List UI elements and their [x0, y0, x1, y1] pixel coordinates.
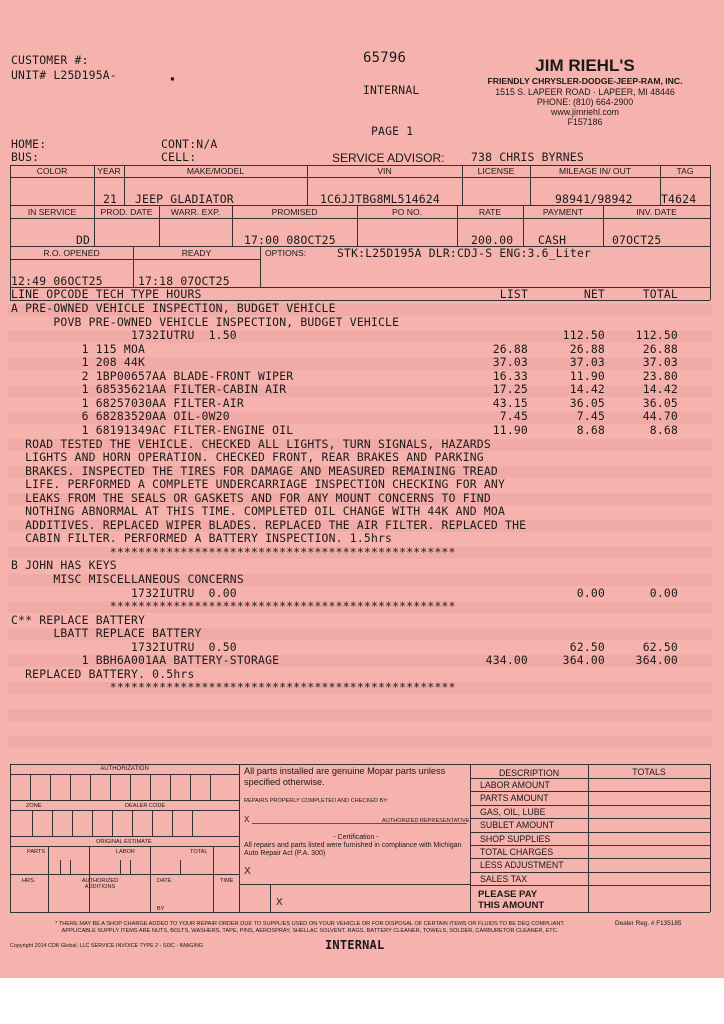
dealer-line1: FRIENDLY CHRYSLER-DODGE-JEEP-RAM, INC. [487, 76, 683, 86]
contact-value: CONT:N/A [161, 137, 218, 151]
col-license: LICENSE [477, 166, 515, 176]
col-ro-opened: R.O. OPENED [43, 248, 100, 258]
line-item-text: 2 1BP00657AA BLADE-FRONT WIPER [11, 368, 294, 383]
line-item-total: 112.50 [635, 328, 678, 343]
total-row-label: LESS ADJUSTMENT [480, 860, 564, 871]
home-label: HOME: [11, 137, 47, 151]
line-item-list: 43.15 [492, 395, 528, 410]
lines-header: LINE OPCODE TECH TYPE HOURS [11, 287, 202, 301]
authorized-additions-label: AUTHORIZED ADDITIONS [81, 878, 119, 890]
line-item-text: LIFE. PERFORMED A COMPLETE UNDERCARRIAGE INSPECTION CHECKING FOR ANY [11, 477, 506, 492]
line-item-net: 14.42 [569, 382, 605, 397]
grid-line [190, 774, 191, 800]
line-item-net: 112.50 [562, 328, 605, 343]
ro-number: 65796 [363, 50, 407, 66]
col-tag: TAG [676, 166, 694, 176]
zone-label: ZONE [26, 803, 42, 809]
line-item-text: LEAKS FROM THE SEALS OR GASKETS AND FOR ANY MOUNT CONCERNS TO FIND [11, 490, 491, 505]
grid-line [210, 774, 211, 800]
by-label: BY [157, 906, 165, 912]
line-item-net: 26.88 [569, 341, 605, 356]
service-advisor: 738 CHRIS BYRNES [471, 150, 584, 164]
line-item-total: 44.70 [642, 409, 678, 424]
unit-number: UNIT# L25D195A- [11, 68, 117, 82]
line-item-total: 23.80 [642, 368, 678, 383]
grid-line [48, 846, 49, 912]
line-item-text: 1732IUTRU 1.50 [11, 328, 237, 343]
col-po: PO NO. [391, 207, 423, 217]
col-ready: READY [181, 248, 212, 258]
line-item-list: 16.33 [492, 368, 528, 383]
col-inv-date: INV. DATE [636, 207, 677, 217]
line-item-net: 364.00 [562, 653, 605, 668]
grid-line [92, 810, 93, 836]
line-item-text: ROAD TESTED THE VEHICLE. CHECKED ALL LIGHTS, TURN SIGNALS, HAZARDS [11, 436, 491, 451]
col-in-service: IN SERVICE [27, 207, 77, 217]
line-item-net: 8.68 [576, 422, 605, 437]
line-item-text: POVB PRE-OWNED VEHICLE INSPECTION, BUDGET VEHICLE [11, 314, 400, 329]
repairs-checked-label: REPAIRS PROPERLY COMPLETED AND CHECKED BY: [244, 798, 389, 804]
line-item-total: 0.00 [649, 585, 678, 600]
please-pay-label: PLEASE PAY [478, 889, 538, 900]
grid-line [180, 860, 181, 874]
grid-line [130, 774, 131, 800]
vehicle-year: 21 [103, 192, 118, 206]
line-item-text: ************************************************* [11, 544, 456, 559]
line-item-text: BRAKES. INSPECTED THE TIRES FOR DAMAGE AND MEASURED REMAINING TREAD [11, 463, 498, 478]
stripe [8, 736, 712, 748]
original-estimate-label: ORIGINAL ESTIMATE [96, 839, 152, 845]
line-item-net: 62.50 [569, 639, 605, 654]
grid-line [72, 810, 73, 836]
grid-line [112, 810, 113, 836]
promised-value: 17:00 08OCT25 [244, 233, 336, 247]
line-item-text: A PRE-OWNED VEHICLE INSPECTION, BUDGET VEHICLE [11, 301, 336, 315]
line-item-text: MISC MISCELLANEOUS CONCERNS [11, 572, 244, 586]
total-row-label: TOTAL CHARGES [480, 847, 554, 857]
line-item-text: 1 68535621AA FILTER-CABIN AIR [11, 382, 287, 397]
dealer-code: F157186 [567, 117, 603, 127]
line-item-net: 7.45 [576, 409, 605, 424]
service-advisor-label: SERVICE ADVISOR: [332, 151, 445, 165]
line-item-text: 1 208 44K [11, 355, 146, 370]
col-mileage: MILEAGE IN/ OUT [558, 166, 632, 176]
grid-line [192, 810, 193, 836]
disclaimer-line1: * THERE MAY BE A SHOP CHARGE ADDED TO YOUR REPAIR ORDER DUE TO SUPPLIES USED ON YOUR VEHICLE OR FOR DISPOSAL OF CERTAIN ITEMS OR FLUIDS TO BE DEQ COMPLIANT. [55, 921, 565, 927]
signature-x1: X [244, 815, 250, 824]
description-header: DESCRIPTION [498, 768, 560, 778]
line-item-total: 36.05 [642, 395, 678, 410]
ro-opened-value: 12:49 06OCT25 [11, 274, 103, 288]
total-row-label: PARTS AMOUNT [480, 793, 549, 804]
labor-label: LABOR [116, 849, 135, 855]
hrs-label: HRS. [22, 878, 36, 884]
vehicle-make: JEEP GLADIATOR [135, 192, 234, 206]
line-item-text: ADDITIVES. REPLACED WIPER BLADES. REPLACED THE AIR FILTER. REPLACED THE [11, 517, 527, 532]
footer-internal: INTERNAL [325, 938, 385, 952]
line-item-list: 434.00 [485, 653, 528, 668]
total-header: TOTAL [642, 287, 678, 301]
line-item-text: 1 115 MOA [11, 341, 146, 356]
total-row-label: SHOP SUPPLIES [480, 833, 551, 844]
col-rate: RATE [478, 207, 502, 217]
signature-x3: X [276, 897, 283, 908]
grid-line [60, 860, 61, 874]
line-item-text: C** REPLACE BATTERY [11, 612, 146, 627]
internal-label: INTERNAL [363, 83, 420, 97]
line-item-list: 17.25 [492, 382, 528, 397]
line-item-text: NOTHING ABNORMAL AT THIS TIME. COMPLETED OIL CHANGE WITH 44K AND MOA [11, 504, 506, 519]
total-row-label: GAS, OIL, LUBE [480, 806, 546, 817]
line-item-text: B JOHN HAS KEYS [11, 558, 117, 573]
line-item-total: 62.50 [642, 639, 678, 654]
row-line [470, 845, 710, 846]
ready-value: 17:18 07OCT25 [138, 274, 230, 288]
line-item-list: 7.45 [499, 409, 528, 424]
dealer-registration: Dealer Reg. # F135185 [615, 920, 682, 927]
grid-line [70, 774, 71, 800]
line-item-text: 1 68257030AA FILTER-AIR [11, 395, 244, 410]
line-item-text: 1 BBH6A001AA BATTERY-STORAGE [11, 653, 280, 668]
col-color: COLOR [36, 166, 68, 176]
dealer-address: 1515 S. LAPEER ROAD · LAPEER, MI 48446 [495, 87, 675, 97]
customer-label: CUSTOMER #: [11, 53, 89, 67]
line-item-text: LBATT REPLACE BATTERY [11, 626, 202, 641]
line-item-text: REPLACED BATTERY. 0.5hrs [11, 666, 195, 681]
row-line [470, 778, 710, 779]
line-item-text: ************************************************* [11, 680, 456, 695]
line-item-text: LIGHTS AND HORN OPERATION. CHECKED FRONT, REAR BRAKES AND PARKING [11, 450, 484, 465]
disclaimer-line2: APPLICABLE SUPPLY ITEMS ARE NUTS, BOLTS, WASHERS, TAPE, PINS, AEROSPRAY, SHELLAC SOLVENT, RAGS, BATTERY CLEANER, TOWELS, SOLDER, CARBURETOR CLEANER, ETC. [61, 928, 559, 934]
line-item-list: 11.90 [492, 422, 528, 437]
grid-line [32, 810, 33, 836]
grid-line [120, 860, 121, 874]
total-row-label: SALES TAX [480, 873, 528, 884]
parts-label: PARTS [27, 849, 46, 855]
dealer-phone: PHONE: (810) 664-2900 [536, 97, 634, 107]
line-item-net: 37.03 [569, 355, 605, 370]
total-row-label: LABOR AMOUNT [480, 780, 550, 790]
cell-label: CELL: [161, 150, 197, 164]
time-label: TIME [220, 878, 234, 884]
vehicle-vin: 1C6JJTBG8ML514624 [320, 192, 440, 206]
options-label: OPTIONS: [265, 248, 307, 258]
total-label: TOTAL [190, 849, 208, 855]
certification-text: All repairs and parts listed were furnished in compliance with Michigan Auto Repair Act (P.A. 300) [244, 842, 462, 857]
line-item-net: 11.90 [569, 368, 605, 383]
row-line [470, 818, 710, 819]
grid-line [150, 774, 151, 800]
col-warr-exp: WARR. EXP. [170, 207, 221, 217]
date-label: DATE [157, 878, 172, 884]
line-item-text: CABIN FILTER. PERFORMED A BATTERY INSPECTION. 1.5hrs [11, 531, 393, 546]
grid-line [30, 774, 31, 800]
options-value: STK:L25D195A DLR:CDJ-S ENG:3.6_Liter [337, 246, 592, 260]
stripe [8, 709, 712, 721]
this-amount-label: THIS AMOUNT [478, 900, 545, 911]
grid-line [170, 774, 171, 800]
dealer-name: JIM RIEHL'S [535, 56, 635, 75]
list-header: LIST [499, 287, 528, 301]
col-make: MAKE/MODEL [186, 166, 245, 176]
small-mark: ▪ [170, 74, 176, 83]
authorized-rep-label: AUTHORIZED REPRESENTATIVE [382, 818, 470, 824]
row-line [470, 832, 710, 833]
line-item-text: 1732IUTRU 0.00 [11, 585, 237, 600]
line-item-total: 14.42 [642, 382, 678, 397]
payment-value: CASH [538, 233, 567, 247]
authorization-label: AUTHORIZATION [100, 766, 149, 772]
vehicle-mileage: 98941/98942 [555, 192, 633, 206]
grid-line [70, 860, 71, 874]
copyright: Copyright 2014 CDK Global, LLC SERVICE INVOICE TYPE 2 - SI3C - IMAGING [10, 943, 204, 949]
page-number: PAGE 1 [371, 124, 414, 138]
in-service-value: DD [76, 233, 91, 247]
grid-line [150, 846, 151, 912]
line-item-text: 6 68283520AA OIL-0W20 [11, 409, 230, 424]
line-item-total: 8.68 [649, 422, 678, 437]
dealer-code-label: DEALER CODE [125, 803, 166, 809]
col-year: YEAR [97, 166, 121, 176]
rate-value: 200.00 [471, 233, 514, 247]
grid-line [90, 774, 91, 800]
row-line [470, 805, 710, 806]
grid-line [213, 846, 214, 912]
col-prod-date: PROD. DATE [100, 207, 153, 217]
net-header: NET [583, 287, 605, 301]
grid-line [130, 860, 131, 874]
totals-header: TOTALS [632, 767, 666, 777]
signature-x2: X [244, 866, 251, 877]
line-item-total: 26.88 [642, 341, 678, 356]
total-row-label: SUBLET AMOUNT [480, 820, 555, 831]
grid-line [52, 810, 53, 836]
col-vin: VIN [377, 166, 392, 176]
line-item-net: 0.00 [576, 585, 605, 600]
col-promised: PROMISED [271, 207, 318, 217]
row-line [470, 872, 710, 873]
grid-line [132, 810, 133, 836]
row-line [470, 791, 710, 792]
grid-line [110, 774, 111, 800]
grid-line [50, 774, 51, 800]
line-item-text: ************************************************* [11, 599, 456, 614]
grid-line [172, 810, 173, 836]
genuine-parts-notice: All parts installed are genuine Mopar parts unless specified otherwise. [244, 766, 446, 787]
row-line [470, 858, 710, 859]
grid-line [152, 810, 153, 836]
line-item-list: 37.03 [492, 355, 528, 370]
certification-title: - Certification - [333, 834, 379, 841]
line-item-net: 36.05 [569, 395, 605, 410]
line-item-total: 37.03 [642, 355, 678, 370]
row-line [470, 885, 710, 886]
line-item-list: 26.88 [492, 341, 528, 356]
inv-date-value: 07OCT25 [612, 233, 662, 247]
line-item-total: 364.00 [635, 653, 678, 668]
line-item-text: 1 68191349AC FILTER-ENGINE OIL [11, 422, 294, 437]
line-item-text: 1732IUTRU 0.50 [11, 639, 237, 654]
dealer-website: www.jimriehl.com [551, 107, 619, 117]
vehicle-tag: T4624 [661, 192, 697, 206]
bus-label: BUS: [11, 150, 40, 164]
col-payment: PAYMENT [542, 207, 584, 217]
